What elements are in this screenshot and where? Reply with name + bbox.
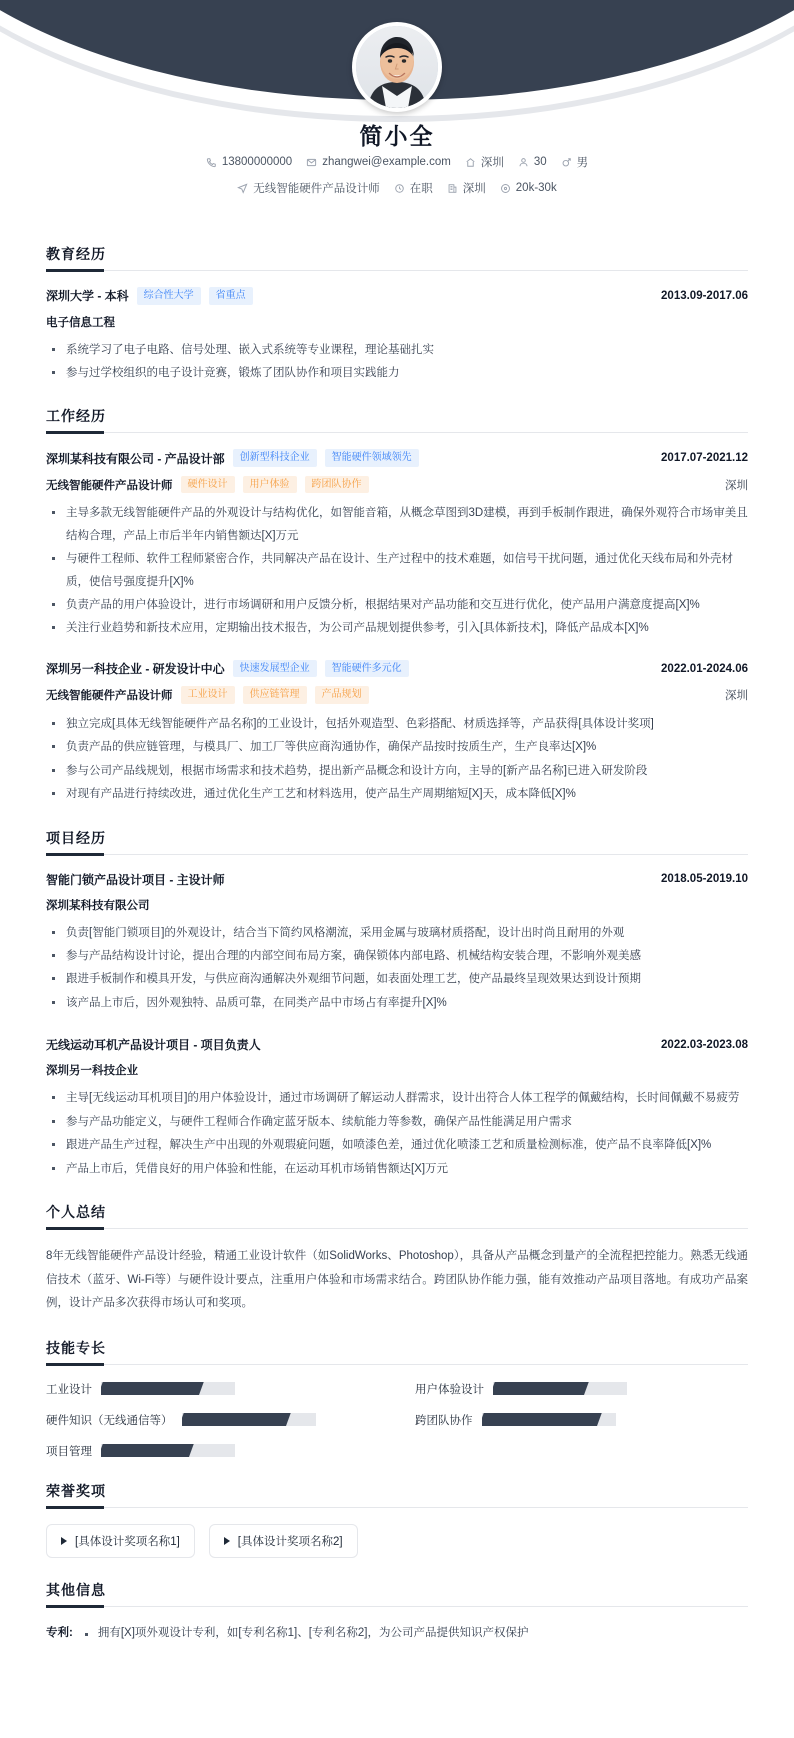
home-icon: [465, 157, 476, 168]
work-role-tag: 供应链管理: [243, 686, 307, 704]
list-item: 关注行业趋势和新技术应用，定期输出技术报告，为公司产品规划提供参考，引入[具体新技术]，降低产品成本[X]%: [50, 617, 748, 639]
work-date: 2017.07-2021.12: [661, 452, 748, 465]
project-entry-head: [46, 1036, 748, 1053]
list-item: 主导[无线运动耳机项目]的用户体验设计，通过市场调研了解运动人群需求，设计出符合人体工程学的佩戴结构，长时间佩戴不易疲劳: [50, 1087, 748, 1109]
work-entry-head-left: [46, 660, 409, 678]
skill-progress-bar: [101, 1444, 235, 1457]
project-company: 深圳另一科技企业: [46, 1065, 138, 1078]
contact-phone-value: 13800000000: [221, 156, 293, 168]
contact-hometown: [465, 154, 504, 170]
contact-salary: [500, 182, 557, 194]
section-work: [46, 406, 748, 805]
section-other: [46, 1580, 748, 1645]
page-title: 简小全: [359, 123, 435, 149]
work-entry-head: [46, 449, 748, 467]
list-item: 参与过学校组织的电子设计竞赛，锻炼了团队协作和项目实践能力: [50, 362, 748, 384]
contact-row-secondary: [0, 180, 794, 196]
section-title-skills: 技能专长: [46, 1339, 106, 1356]
work-entry-head-left: [46, 449, 419, 467]
skill-progress-bar: [101, 1382, 235, 1395]
skill-label: 项目管理: [46, 1445, 92, 1458]
skill-row: [415, 1412, 748, 1428]
work-role-left: [46, 476, 369, 494]
contact-phone: [206, 156, 292, 168]
avatar-image: [356, 26, 438, 108]
summary-text: 8年无线智能硬件产品设计经验，精通工业设计软件（如SolidWorks、Photoshop），具备从产品概念到量产的全流程把控能力。熟悉无线通信技术（蓝牙、Wi-Fi等）与硬件设计要点，注重用户体验和市场需求结合。跨团队协作能力强，能有效推动产品项目落地。有成功产品案例，设计产品多次获得市场认可和奖项。: [46, 1249, 748, 1310]
contact-email: [306, 156, 451, 168]
skill-progress-bar: [482, 1413, 616, 1426]
contact-status: [394, 180, 433, 196]
work-company: 深圳某科技有限公司 - 产品设计部: [46, 451, 225, 466]
list-item: 参与公司产品线规划，根据市场需求和技术趋势，提出新产品概念和设计方向，主导的[新产品名称]已进入研发阶段: [50, 760, 748, 782]
list-item: 与硬件工程师、软件工程师紧密合作，共同解决产品在设计、生产过程中的技术难题，如信号干扰问题，通过优化天线布局和外壳材质，使信号强度提升[X]%: [50, 548, 748, 593]
project-bullets: [50, 922, 748, 1015]
section-title-awards: 荣誉奖项: [46, 1482, 106, 1499]
skill-row: [46, 1443, 379, 1459]
award-label: [具体设计奖项名称1]: [75, 1535, 180, 1548]
contact-gender-value: 男: [576, 157, 589, 169]
work-date: 2022.01-2024.06: [661, 662, 748, 675]
section-header-projects: [46, 828, 748, 855]
list-item: 独立完成[具体无线智能硬件产品名称]的工业设计，包括外观造型、色彩搭配、材质选择等，产品获得[具体设计奖项]: [50, 713, 748, 735]
work-location: 深圳: [725, 690, 748, 703]
list-item: 负责产品的供应链管理，与模具厂、加工厂等供应商沟通协作，确保产品按时按质生产，生产良率达[X]%: [50, 736, 748, 758]
section-title-other: 其他信息: [46, 1581, 106, 1598]
section-title-work: 工作经历: [46, 408, 106, 425]
skill-label: 跨团队协作: [415, 1414, 473, 1427]
target-icon: [237, 183, 248, 194]
work-org-tag: 创新型科技企业: [233, 449, 317, 467]
bullet-dot-icon: [85, 1633, 88, 1636]
skill-row: [46, 1412, 379, 1428]
award-label: [具体设计奖项名称2]: [237, 1535, 343, 1548]
work-role-tag: 用户体验: [243, 476, 297, 494]
section-education: [46, 244, 748, 384]
work-role-row: [46, 686, 748, 704]
project-date: 2022.03-2023.08: [661, 1038, 748, 1051]
project-name: 智能门锁产品设计项目 - 主设计师: [46, 872, 225, 887]
education-entry-head-left: [46, 287, 253, 305]
section-header-summary: [46, 1202, 748, 1229]
section-header-education: [46, 244, 748, 271]
contact-gender: [561, 154, 589, 170]
avatar-portrait-icon: [356, 26, 438, 108]
section-title-education: 教育经历: [46, 246, 106, 262]
list-item: 产品上市后，凭借良好的用户体验和性能，在运动耳机市场销售额达[X]万元: [50, 1158, 748, 1180]
skill-label: 用户体验设计: [415, 1383, 484, 1396]
contact-age-value: 30: [533, 156, 547, 168]
skill-progress-fill: [493, 1382, 589, 1395]
contact-salary-value: 20k-30k: [515, 182, 557, 194]
resume-content: [0, 208, 794, 1688]
section-header-work: [46, 406, 748, 433]
list-item: 该产品上市后，因外观独特、品质可靠，在同类产品中市场占有率提升[X]%: [50, 992, 748, 1014]
status-icon: [394, 183, 405, 194]
list-item: 对现有产品进行持续改进，通过优化生产工艺和材料选用，使产品生产周期缩短[X]天，成本降低[X]%: [50, 783, 748, 805]
work-bullets: [50, 502, 748, 640]
work-org-tag: 智能硬件领域领先: [325, 449, 419, 467]
education-tag: 省重点: [209, 287, 253, 305]
list-item: 参与产品结构设计讨论，提出合理的内部空间布局方案，确保锁体内部电路、机械结构安装合理，不影响外观美感: [50, 945, 748, 967]
education-major: 电子信息工程: [46, 316, 115, 329]
work-role-row: [46, 476, 748, 494]
section-header-skills: [46, 1338, 748, 1365]
work-entry: [46, 449, 748, 640]
list-item: 负责[智能门锁项目]的外观设计，结合当下简约风格潮流，采用金属与玻璃材质搭配，设计出时尚且耐用的外观: [50, 922, 748, 944]
other-info-key: 专利:: [46, 1626, 73, 1639]
list-item: 主导多款无线智能硬件产品的外观设计与结构优化，如智能音箱，从概念草图到3D建模，再到手板制作跟进，确保外观符合市场审美且结构合理，产品上市后半年内销售额达[X]万元: [50, 502, 748, 547]
work-role-left: [46, 686, 369, 704]
work-company: 深圳另一科技企业 - 研发设计中心: [46, 662, 225, 677]
contact-job-target: [237, 180, 380, 196]
award-chip[interactable]: [209, 1524, 358, 1558]
skill-row: [46, 1381, 379, 1397]
section-header-awards: [46, 1481, 748, 1508]
skill-progress-fill: [101, 1444, 194, 1457]
work-location: 深圳: [725, 479, 748, 492]
awards-row: [46, 1524, 748, 1558]
skill-label: 硬件知识（无线通信等）: [46, 1414, 173, 1427]
project-entry-head: [46, 871, 748, 888]
section-header-other: [46, 1580, 748, 1607]
contact-status-value: 在职: [409, 183, 433, 195]
resume-header: [0, 0, 794, 208]
work-role-tag: 跨团队协作: [305, 476, 369, 494]
salary-icon: [500, 183, 511, 194]
work-entry-head: [46, 660, 748, 678]
work-entry: [46, 660, 748, 806]
phone-icon: [206, 157, 217, 168]
list-item: 系统学习了电子电路、信号处理、嵌入式系统等专业课程，理论基础扎实: [50, 339, 748, 361]
skill-progress-fill: [182, 1413, 291, 1426]
skill-row: [415, 1381, 748, 1397]
building-icon: [447, 183, 458, 194]
project-date: 2018.05-2019.10: [661, 873, 748, 886]
education-entry: [46, 287, 748, 384]
contact-hometown-value: 深圳: [480, 157, 504, 169]
award-chip[interactable]: [46, 1524, 195, 1558]
list-item: 跟进产品生产过程，解决生产中出现的外观瑕疵问题，如喷漆色差，通过优化喷漆工艺和质量检测标准，使产品不良率降低[X]%: [50, 1134, 748, 1156]
section-projects: [46, 828, 748, 1180]
work-role-tag: 产品规划: [315, 686, 369, 704]
work-role-tag: 硬件设计: [181, 476, 235, 494]
education-date: 2013.09-2017.06: [661, 289, 748, 302]
skill-label: 工业设计: [46, 1383, 92, 1396]
contact-work-city-value: 深圳: [462, 183, 486, 195]
work-role-tag: 工业设计: [181, 686, 235, 704]
work-org-tag: 快速发展型企业: [233, 660, 317, 678]
play-triangle-icon: [224, 1537, 230, 1545]
contact-job-target-value: 无线智能硬件产品设计师: [253, 183, 380, 195]
list-item: 参与产品功能定义，与硬件工程师合作确定蓝牙版本、续航能力等参数，确保产品性能满足用户需求: [50, 1111, 748, 1133]
education-bullets: [50, 339, 748, 385]
project-entry: [46, 871, 748, 1015]
other-info-row: [46, 1623, 748, 1645]
section-title-projects: 项目经历: [46, 829, 106, 846]
skill-progress-fill: [101, 1382, 203, 1395]
project-entry: [46, 1036, 748, 1180]
avatar: [352, 22, 442, 112]
project-company: 深圳某科技有限公司: [46, 899, 150, 912]
section-awards: [46, 1481, 748, 1558]
work-bullets: [50, 713, 748, 806]
skill-progress-bar: [493, 1382, 627, 1395]
skill-progress-fill: [482, 1413, 602, 1426]
person-icon: [518, 157, 529, 168]
gender-icon: [561, 157, 572, 168]
work-org-tag: 智能硬件多元化: [325, 660, 409, 678]
section-skills: [46, 1338, 748, 1459]
section-title-summary: 个人总结: [46, 1203, 106, 1220]
contact-work-city: [447, 180, 486, 196]
mail-icon: [306, 157, 317, 168]
project-bullets: [50, 1087, 748, 1180]
contact-email-value: zhangwei@example.com: [322, 156, 451, 168]
skills-grid: [46, 1381, 748, 1459]
contact-age: [518, 156, 547, 168]
other-info-value: 拥有[X]项外观设计专利，如[专利名称1]、[专利名称2]，为公司产品提供知识产权保护: [97, 1626, 529, 1639]
project-name: 无线运动耳机产品设计项目 - 项目负责人: [46, 1038, 261, 1053]
work-role: 无线智能硬件产品设计师: [46, 690, 173, 703]
list-item: 跟进手板制作和模具开发，与供应商沟通解决外观细节问题，如表面处理工艺，使产品最终呈现效果达到设计预期: [50, 968, 748, 990]
education-tag: 综合性大学: [137, 287, 201, 305]
education-entry-head: [46, 287, 748, 305]
skill-progress-bar: [182, 1413, 316, 1426]
list-item: 负责产品的用户体验设计，进行市场调研和用户反馈分析，根据结果对产品功能和交互进行优化，使产品用户满意度提高[X]%: [50, 594, 748, 616]
work-role: 无线智能硬件产品设计师: [46, 479, 173, 492]
contact-row-primary: [0, 154, 794, 170]
section-summary: [46, 1202, 748, 1316]
education-school: 深圳大学 - 本科: [46, 289, 129, 304]
play-triangle-icon: [61, 1537, 67, 1545]
